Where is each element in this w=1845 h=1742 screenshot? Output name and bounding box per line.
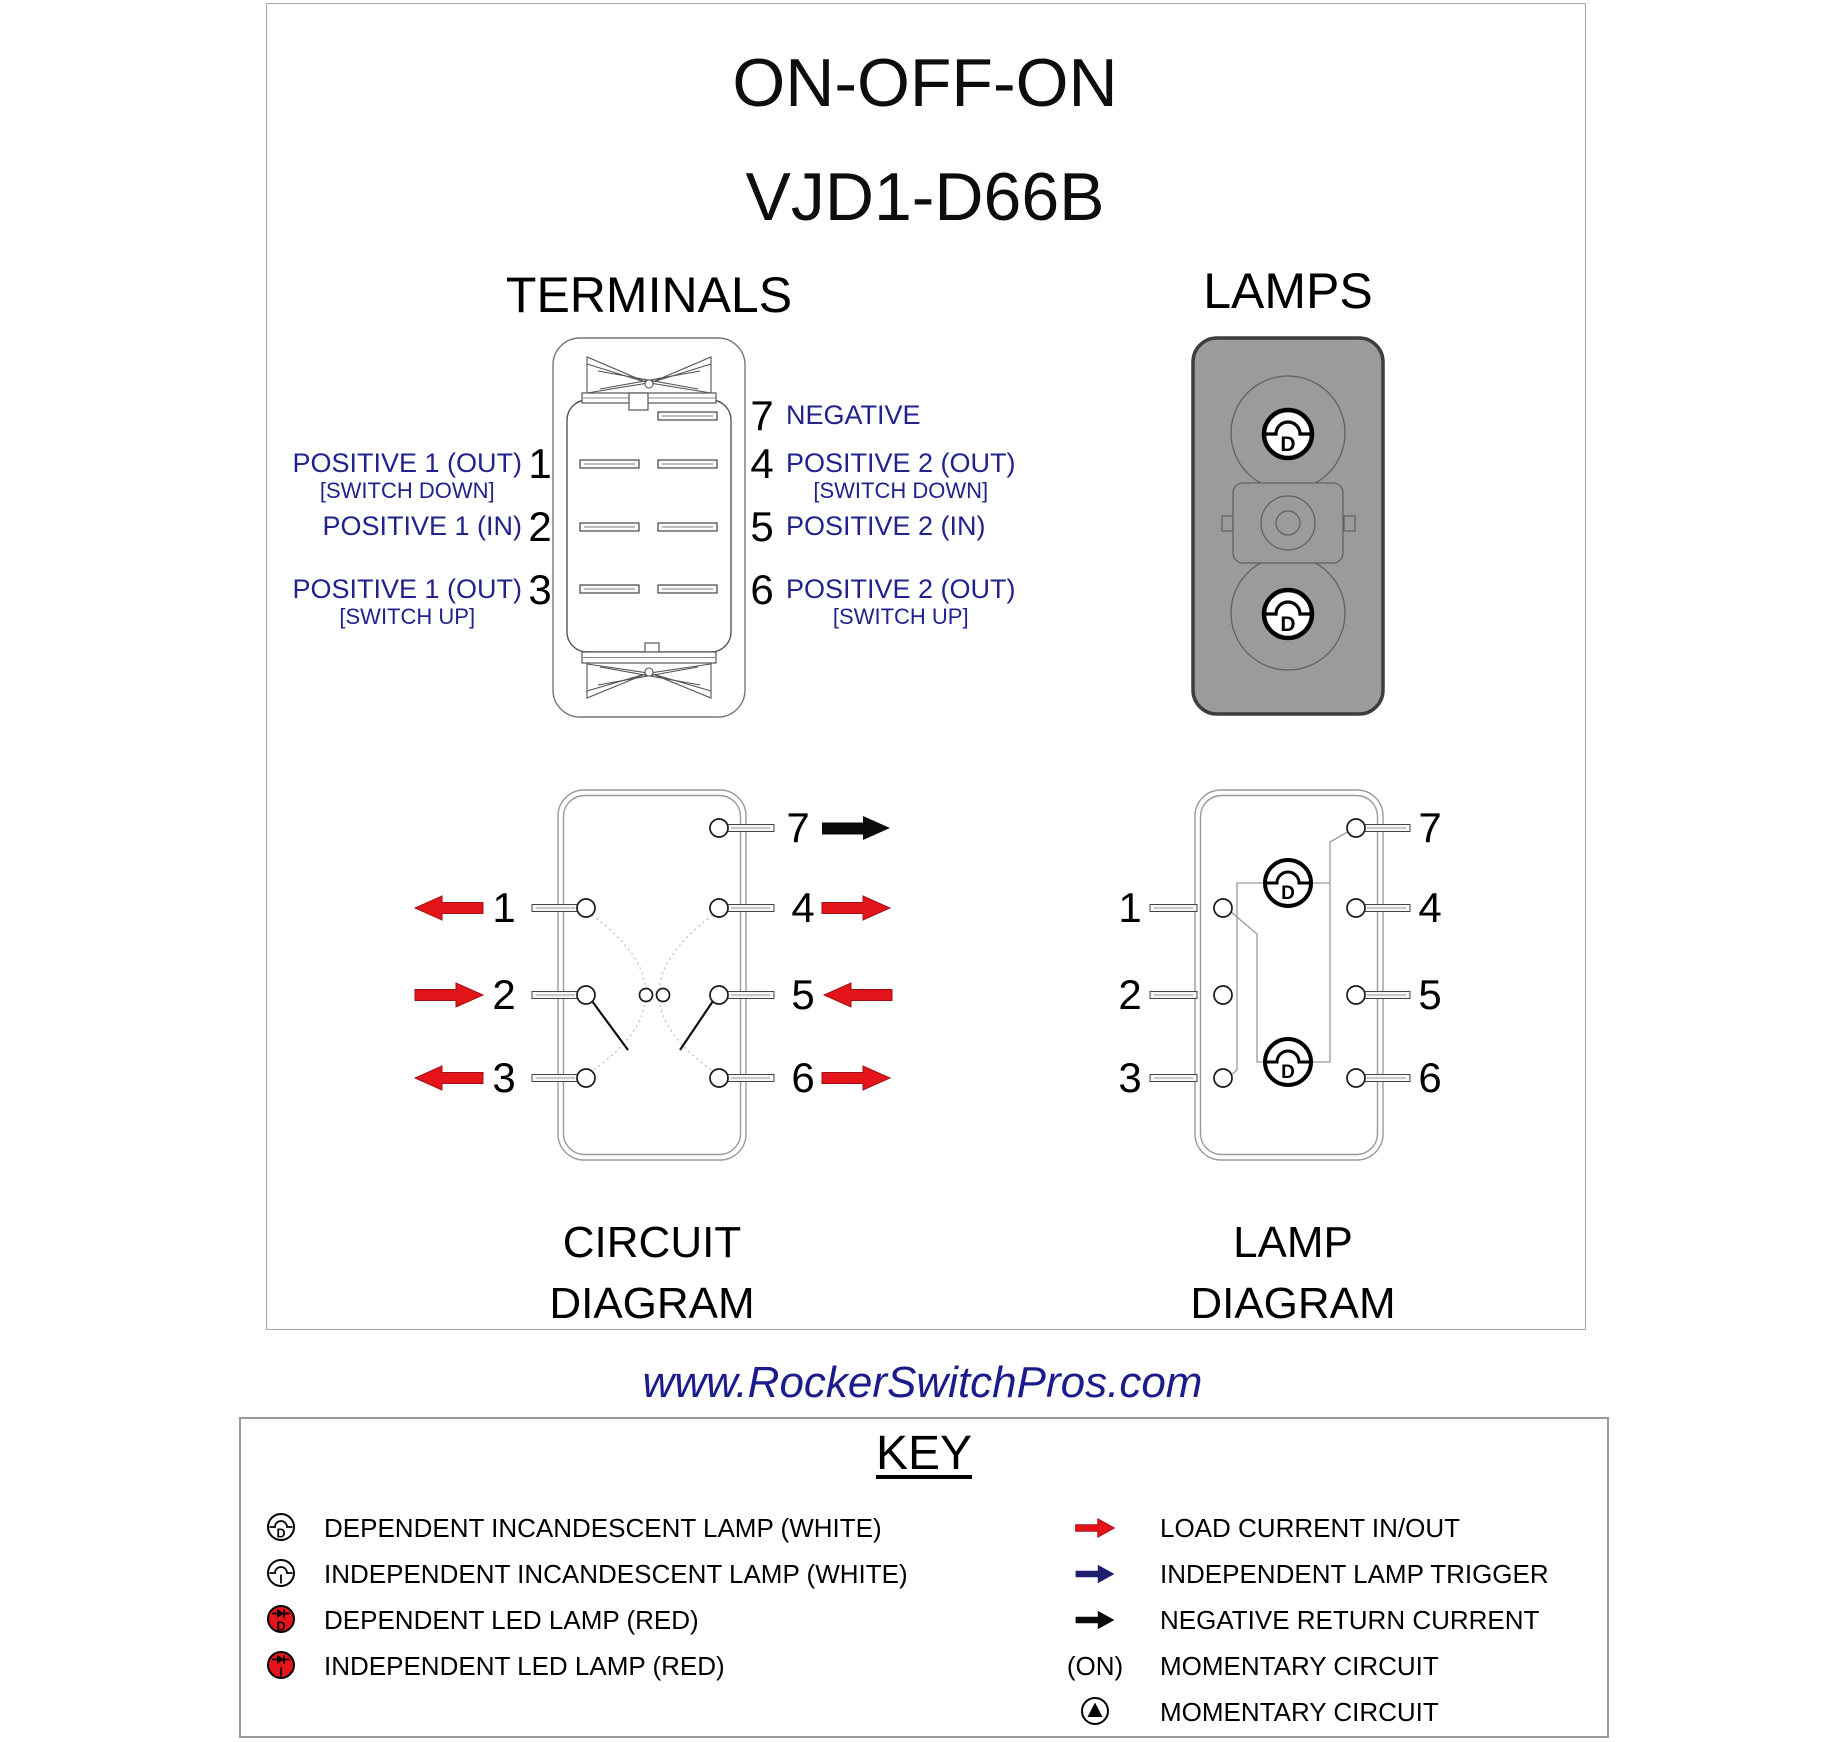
model-number: VJD1-D66B (745, 159, 1105, 235)
circuit-diagram-drawing (390, 790, 910, 1180)
lamp-terminal-number: 2 (1118, 971, 1142, 1018)
svg-text:D: D (276, 1526, 286, 1541)
circuit-terminal-number: 3 (492, 1054, 516, 1101)
dependent-lamp-symbol-bottom-icon (1264, 590, 1312, 638)
svg-text:I: I (279, 1572, 283, 1587)
terminal-label-7: NEGATIVE (786, 400, 921, 430)
terminal-number: 5 (750, 503, 774, 550)
load-out-arrow-6-icon (822, 1066, 890, 1090)
lamp-diagram-drawing (1130, 790, 1460, 1180)
circuit-terminal-number: 2 (492, 971, 516, 1018)
svg-text:D: D (1280, 613, 1296, 636)
svg-text:D: D (1281, 883, 1295, 904)
terminal-number: 6 (750, 566, 774, 613)
circuit-terminal-number: 6 (791, 1054, 815, 1101)
svg-text:D: D (276, 1619, 286, 1634)
circuit-terminal-number: 5 (791, 971, 815, 1018)
svg-text:D: D (1281, 1062, 1295, 1083)
dependent-led-lamp-icon (265, 1604, 297, 1636)
terminal-label-2: POSITIVE 1 (IN) (322, 511, 522, 541)
load-out-arrow-3-icon (415, 1066, 483, 1090)
dependent-lamp-symbol-top-icon (1264, 410, 1312, 458)
terminal-label-1: POSITIVE 1 (OUT) [SWITCH DOWN] (292, 448, 522, 503)
lamp-terminal-number: 6 (1418, 1054, 1442, 1101)
key-item-lamp-trigger: INDEPENDENT LAMP TRIGGER (1055, 1558, 1549, 1590)
lamp-terminal-number: 1 (1118, 884, 1142, 931)
circuit-terminal-number: 1 (492, 884, 516, 931)
key-item-momentary-triangle: MOMENTARY CIRCUIT (1055, 1696, 1439, 1728)
key-item-dependent-led: D DEPENDENT LED LAMP (RED) (265, 1604, 699, 1636)
circuit-terminal-number: 7 (786, 804, 810, 851)
key-item-dependent-incandescent: D DEPENDENT INCANDESCENT LAMP (WHITE) (265, 1512, 882, 1544)
terminals-switch-drawing (530, 335, 775, 730)
svg-text:D: D (1280, 433, 1296, 456)
terminal-label-6: POSITIVE 2 (OUT) [SWITCH UP] (786, 574, 1016, 629)
lamp-terminal-number: 4 (1418, 884, 1442, 931)
key-heading: KEY (875, 1427, 973, 1480)
lamps-heading: LAMPS (1203, 263, 1373, 319)
dependent-incandescent-lamp-icon (265, 1512, 297, 1544)
lamp-diagram-caption: LAMP DIAGRAM (1190, 1218, 1396, 1328)
website-link: www.RockerSwitchPros.com (642, 1358, 1203, 1407)
load-in-arrow-5-icon (824, 983, 892, 1007)
terminal-number: 3 (528, 566, 552, 613)
key-item-load-current: LOAD CURRENT IN/OUT (1055, 1512, 1460, 1544)
lamp-terminal-number: 7 (1418, 804, 1442, 851)
terminal-label-4: POSITIVE 2 (OUT) [SWITCH DOWN] (786, 448, 1016, 503)
terminals-heading: TERMINALS (505, 267, 793, 323)
terminal-number: 4 (750, 440, 774, 487)
momentary-triangle-icon (1079, 1696, 1111, 1728)
load-out-arrow-4-icon (822, 896, 890, 920)
key-item-independent-led: I INDEPENDENT LED LAMP (RED) (265, 1650, 725, 1682)
circuit-terminal-number: 4 (791, 884, 815, 931)
terminal-number: 1 (528, 440, 552, 487)
lamps-rocker-face-drawing (1185, 330, 1395, 725)
independent-incandescent-lamp-icon (265, 1558, 297, 1590)
page-title (266, 26, 1584, 254)
lamp-terminal-number: 5 (1418, 971, 1442, 1018)
key-item-negative-return: NEGATIVE RETURN CURRENT (1055, 1604, 1539, 1636)
load-in-arrow-2-icon (415, 983, 483, 1007)
switch-mode-title: ON-OFF-ON (732, 45, 1118, 121)
lamp-terminal-number: 3 (1118, 1054, 1142, 1101)
dependent-lamp-top-icon (1265, 860, 1311, 906)
load-current-arrow-icon (1074, 1516, 1116, 1540)
load-out-arrow-1-icon (415, 896, 483, 920)
dependent-lamp-bottom-icon (1265, 1039, 1311, 1085)
key-item-momentary-on: (ON) MOMENTARY CIRCUIT (1066, 1650, 1439, 1681)
terminal-number: 7 (750, 392, 774, 439)
momentary-on-text: (ON) (1066, 1650, 1124, 1681)
terminal-label-5: POSITIVE 2 (IN) (786, 511, 986, 541)
negative-return-arrow-icon (1074, 1608, 1116, 1632)
svg-text:I: I (279, 1665, 283, 1680)
terminal-number: 2 (528, 503, 552, 550)
independent-led-lamp-icon (265, 1650, 297, 1682)
negative-return-arrow-7-icon (822, 816, 890, 840)
key-item-independent-incandescent: I INDEPENDENT INCANDESCENT LAMP (WHITE) (265, 1558, 908, 1590)
circuit-diagram-caption: CIRCUIT DIAGRAM (549, 1218, 755, 1328)
terminal-label-3: POSITIVE 1 (OUT) [SWITCH UP] (292, 574, 522, 629)
lamp-trigger-arrow-icon (1074, 1562, 1116, 1586)
